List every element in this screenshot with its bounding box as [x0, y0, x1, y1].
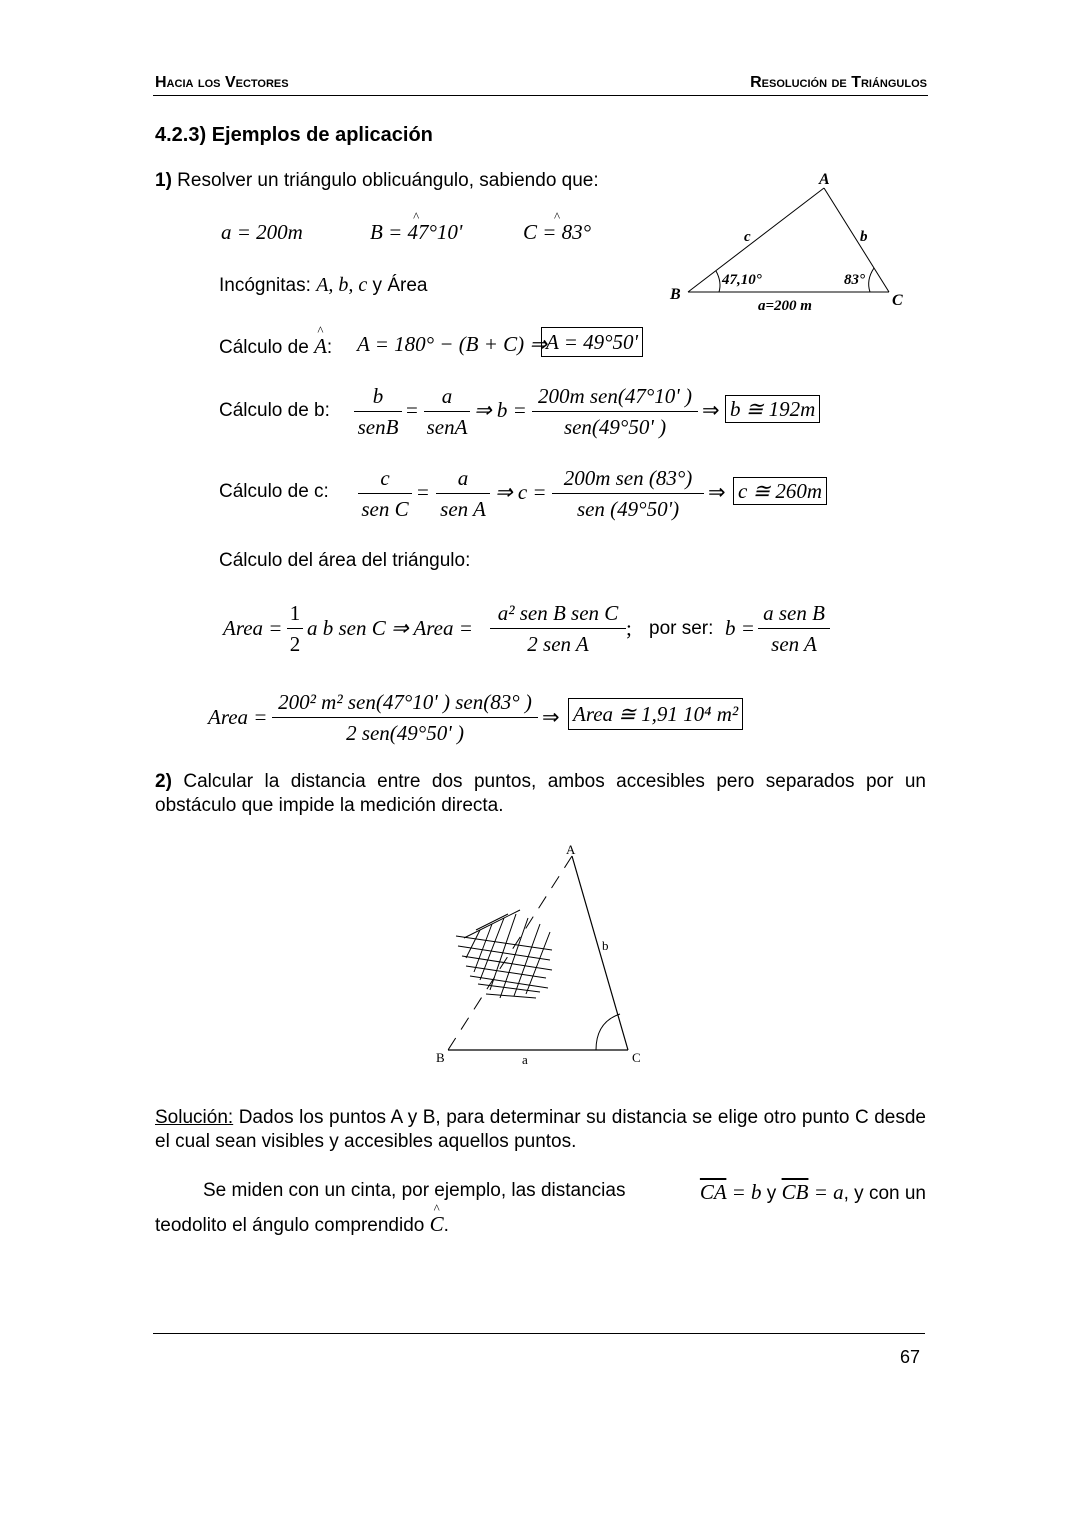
example2-statement	[155, 770, 926, 818]
area-frac-den: 2 sen A	[527, 632, 589, 656]
side-b-line	[572, 856, 628, 1050]
calc-b-result: b ≅ 192m	[725, 395, 820, 423]
calc-b-frac3-den: sen(49°50' )	[563, 415, 667, 439]
given-a: a = 200m	[221, 220, 303, 244]
calc-b-arrow: ⇒	[702, 398, 720, 422]
given-B-text: ^ B = 47°10'	[370, 220, 462, 245]
calc-b-eq1: =	[406, 398, 418, 422]
eq-a: = a	[808, 1180, 844, 1204]
calc-c-label: Cálculo de c:	[219, 481, 329, 502]
por-ser-num: a sen B	[763, 601, 825, 625]
area-final-num: 200² m² sen(47°10' ) sen(83° )	[278, 690, 532, 714]
calc-c-frac2-num: a	[457, 466, 469, 490]
por-ser-b: b =	[725, 616, 755, 640]
area-final-arrow: ⇒	[542, 705, 560, 729]
page-number: 67	[899, 1347, 920, 1367]
solution-label: Solución:	[155, 1107, 234, 1128]
calc-c-frac2-den: sen A	[440, 497, 486, 521]
fig2-side-b: b	[602, 938, 609, 953]
calc-c-frac3-den: sen (49°50')	[576, 497, 680, 521]
fig1-angle-C: 83°	[844, 272, 865, 288]
obstacle-hatch	[456, 910, 552, 998]
calc-A-expr: A = 180° − (B + C) ⇒	[357, 332, 548, 356]
calc-A-label-text: Cálculo de	[219, 337, 309, 358]
area-frac	[490, 600, 626, 657]
side-c-dashed	[448, 856, 572, 1050]
fig1-vertex-C: C	[892, 292, 903, 309]
unknowns-label: Incógnitas:	[219, 275, 311, 296]
header-left: Hacia los Vectores	[155, 74, 289, 91]
calc-c-eq1: =	[417, 480, 429, 504]
angle-C-arc	[596, 1014, 620, 1050]
calc-b-frac2-den: senA	[426, 415, 468, 439]
section-title: 4.2.3) Ejemplos de aplicación	[155, 124, 433, 146]
given-C-text: ^ C = 83°	[523, 220, 591, 245]
fig2-vertex-C: C	[632, 1050, 641, 1065]
angle-B-arc	[716, 271, 720, 292]
area-lhs: Area =	[223, 616, 283, 640]
example1-number: 1)	[155, 170, 172, 191]
area-half-den: 2	[289, 632, 301, 656]
calc-b-frac2-num: a	[441, 384, 453, 408]
fig1-vertex-A: A	[819, 171, 830, 188]
calc-c-frac1-den: sen C	[361, 497, 409, 521]
obstacle-figure	[420, 838, 660, 1074]
calc-A-label: Cálculo de ^ A:	[219, 334, 332, 359]
fig1-side-c: c	[744, 229, 751, 245]
header-rule	[153, 95, 928, 96]
given-C	[523, 220, 591, 245]
area-final-frac	[272, 689, 538, 746]
p2-tail: , y con un	[843, 1183, 926, 1204]
calc-c-frac2	[436, 465, 490, 522]
fig1-angle-B: 47,10°	[722, 272, 762, 288]
area-semicolon: ;	[626, 616, 632, 640]
fig2-side-a: a	[522, 1052, 528, 1067]
p2-period: .	[443, 1215, 449, 1236]
calc-b-label: Cálculo de b:	[219, 400, 330, 421]
calc-b-frac1	[354, 383, 402, 440]
footer-rule	[153, 1333, 925, 1334]
calc-b-frac3	[532, 383, 698, 440]
calc-c-frac1-num: c	[380, 466, 390, 490]
seg-CA: $\overline{CA}$	[699, 1180, 727, 1204]
triangle-figure	[664, 168, 924, 318]
por-ser-den: sen A	[771, 632, 817, 656]
unknowns-line	[219, 274, 427, 297]
fig1-vertex-B: B	[670, 286, 681, 303]
solution-p2-math	[700, 1180, 926, 1205]
area-final-lhs: Area =	[208, 705, 268, 729]
por-ser-label: por ser:	[649, 618, 714, 639]
solution-text: Dados los puntos A y B, para determinar su distancia se elige otro punto C desde el cual sean visibles y accesibles aquellos puntos.	[155, 1107, 926, 1152]
fig1-side-b: b	[860, 229, 868, 245]
header-right: Resolución de Triángulos	[750, 74, 927, 91]
calc-c-mid: ⇒ c =	[495, 480, 547, 504]
p2-line2-text: teodolito el ángulo comprendido	[155, 1215, 430, 1236]
fig2-vertex-B: B	[436, 1050, 445, 1065]
solution-p2-line1	[203, 1180, 926, 1205]
example2-text: Calcular la distancia entre dos puntos, ambos accesibles pero separados por un obstáculo que impide la medición directa.	[155, 771, 926, 816]
solution-p2-start: Se miden con un cinta, por ejemplo, las distancias	[203, 1180, 626, 1201]
area-half-frac	[287, 600, 303, 657]
calc-c-result: c ≅ 260m	[733, 477, 827, 505]
calc-b-frac2	[424, 383, 470, 440]
area-final-den: 2 sen(49°50' )	[346, 721, 464, 745]
por-ser-frac	[758, 600, 830, 657]
solution-p2-line2	[155, 1212, 449, 1237]
area-label: Cálculo del área del triángulo:	[219, 550, 471, 571]
y-word: y	[761, 1183, 782, 1204]
area-frac-num: a² sen B sen C	[497, 601, 619, 625]
fig2-vertex-A: A	[566, 842, 576, 857]
unknowns-tail: y Área	[367, 275, 428, 296]
calc-c-frac1	[358, 465, 412, 522]
calc-b-frac3-num: 200m sen(47°10' )	[537, 384, 693, 408]
area-result: Area ≅ 1,91 10⁴ m²	[568, 698, 743, 730]
example2-number: 2)	[155, 771, 172, 792]
angle-C-arc	[869, 268, 874, 292]
calc-c-frac3-num: 200m sen (83°)	[563, 466, 693, 490]
calc-A-result: A = 49°50'	[541, 327, 643, 357]
p2-angle-C: ^ C	[430, 1212, 444, 1237]
seg-CB: $\overline{CB}$	[781, 1180, 809, 1204]
area-half-num: 1	[289, 601, 301, 625]
calc-b-mid: ⇒ b =	[474, 398, 527, 422]
given-B	[370, 220, 462, 245]
calc-c-arrow: ⇒	[708, 480, 726, 504]
unknowns-value: A, b, c	[316, 274, 368, 296]
calc-c-frac3	[552, 465, 704, 522]
calc-b-frac1-den: senB	[357, 415, 399, 439]
example1-statement	[155, 170, 599, 192]
calc-A-symbol: ^ A	[314, 334, 327, 359]
example1-text: Resolver un triángulo oblicuángulo, sabiendo que:	[171, 170, 599, 191]
calc-b-frac1-num: b	[372, 384, 384, 408]
fig1-side-a: a=200 m	[758, 298, 812, 314]
solution-paragraph	[155, 1106, 926, 1154]
eq-b: = b	[726, 1180, 762, 1204]
area-mid: a b sen C ⇒ Area =	[307, 616, 473, 640]
